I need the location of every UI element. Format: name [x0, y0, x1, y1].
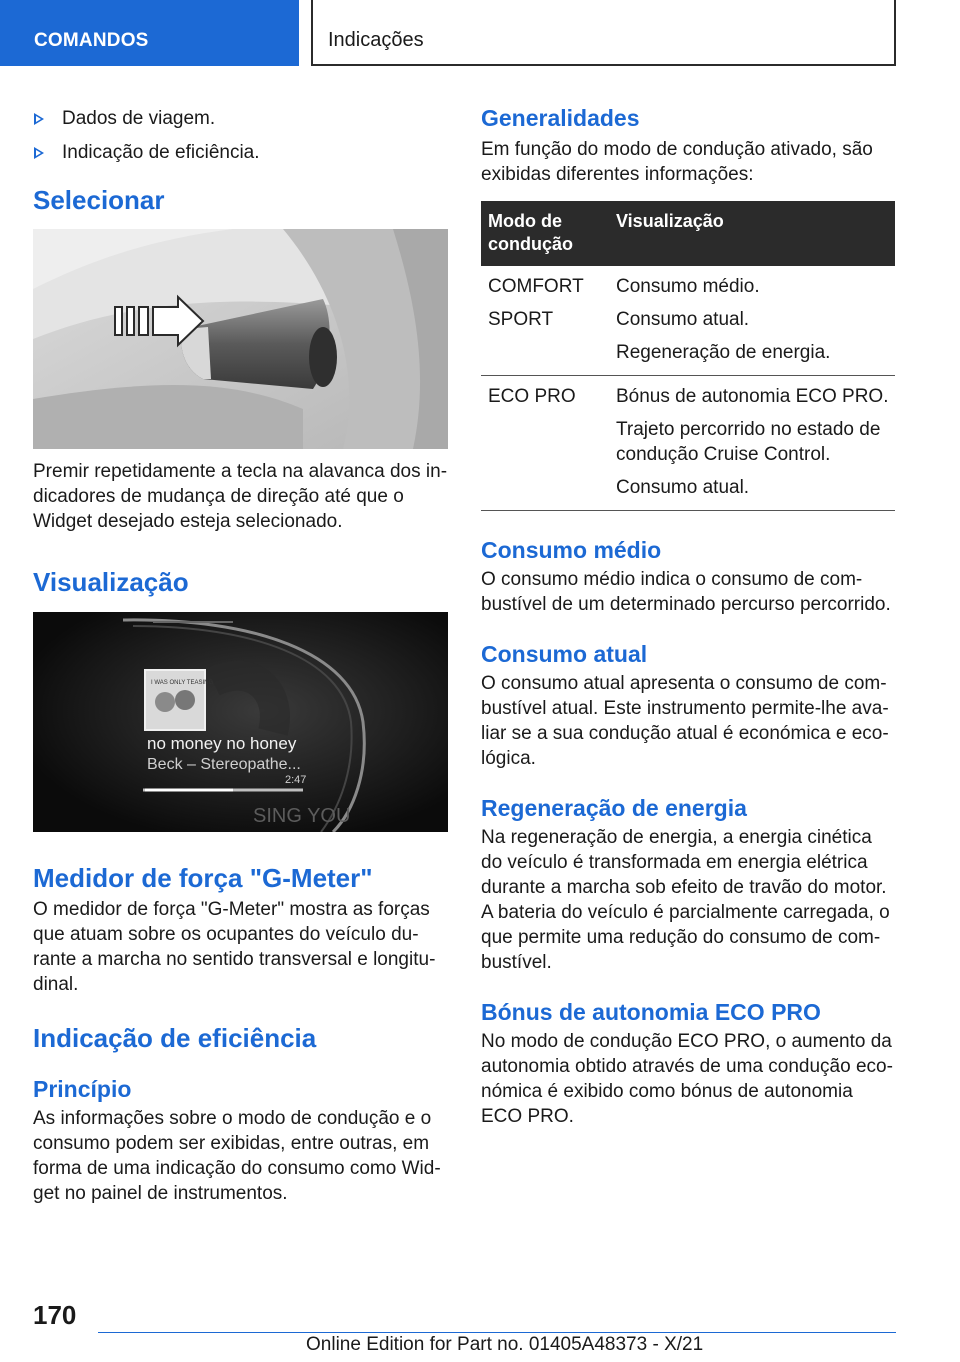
list-item: Indicação de eficiência. [33, 140, 448, 165]
heading-consumo-medio: Consumo médio [481, 537, 662, 563]
triangle-bullet-icon [34, 147, 44, 159]
heading-visualizacao: Visualização [33, 567, 189, 597]
column-header-mode: Modo de condução [481, 201, 609, 266]
paragraph-regeneracao: Na regeneração de energia, a energia cinética do veículo é transformada em energia elétrica durante a marcha sob efeito de travão do motor. A bateria do veículo é parcialmente carregada, o que permite uma redução do consumo de combustível. [481, 827, 890, 973]
table-row [481, 266, 895, 376]
bullet-list [33, 106, 448, 165]
section-title: Indicações [311, 0, 896, 66]
paragraph-generalidades: Em função do modo de condução ativado, são exibidas diferentes informações: [481, 139, 873, 185]
table-cell-modes: COMFORT SPORT [481, 266, 609, 376]
heading-eficiencia: Indicação de eficiência [33, 1023, 317, 1053]
paragraph-selecionar: Premir repetidamente a tecla na alavanca dos indicadores de mudança de direção até que o Widget desejado esteja selecionado. [33, 461, 448, 532]
album-cover-text: I WAS ONLY TEASING [151, 680, 214, 686]
paragraph-principio: As informações sobre o modo de condução e o consumo podem ser exibidas, entre outras, em forma de uma indicação do consumo como Widget no painel de instrumentos. [33, 1108, 441, 1204]
table-cell-displays: Bónus de autonomia ECO PRO. Trajeto percorrido no estado de condução Cruise Control. Consumo atual. [609, 376, 895, 511]
page-number: 170 [33, 1300, 77, 1330]
table-cell-displays: Consumo médio. Consumo atual. Regeneração de energia. [609, 266, 895, 376]
display-watermark-text: SING YOU [253, 805, 351, 827]
heading-bonus-eco-pro: Bónus de autonomia ECO PRO [481, 999, 821, 1025]
table-header-row [481, 201, 895, 266]
edition-footer-link[interactable]: Online Edition for Part no. 01405A48373 - X/21 [306, 1334, 704, 1355]
chapter-tab[interactable]: COMANDOS [0, 0, 299, 66]
driving-mode-table [481, 201, 895, 511]
heading-regeneracao: Regeneração de energia [481, 795, 747, 821]
instrument-cluster-image [33, 612, 448, 832]
triangle-bullet-icon [34, 113, 44, 125]
turn-signal-lever-image [33, 229, 448, 449]
paragraph-bonus-eco-pro: No modo de condução ECO PRO, o aumento da autonomia obtido através de uma condução económica é exibido como bónus de autonomia ECO PRO. [481, 1031, 893, 1127]
right-column [481, 104, 895, 1129]
heading-selecionar: Selecionar [33, 185, 165, 215]
track-time: 2:47 [285, 774, 307, 786]
heading-g-meter: Medidor de força "G-Meter" [33, 863, 373, 893]
track-artist: Beck – Stereopathe... [147, 756, 301, 773]
heading-principio: Princípio [33, 1076, 132, 1102]
heading-consumo-atual: Consumo atual [481, 641, 648, 667]
track-title: no money no honey [147, 734, 297, 753]
paragraph-consumo-medio: O consumo médio indica o consumo de combustível de um determinado percurso percorrido. [481, 569, 891, 615]
column-header-display: Visualização [609, 201, 895, 266]
paragraph-g-meter: O medidor de força "G-Meter" mostra as forças que atuam sobre os ocupantes do veículo durante a marcha no sentido transversal e longitudinal. [33, 899, 436, 995]
table-cell-modes: ECO PRO [481, 376, 609, 511]
left-column [33, 104, 448, 1206]
list-item: Dados de viagem. [33, 106, 448, 131]
heading-generalidades: Generalidades [481, 105, 640, 131]
table-row [481, 376, 895, 511]
paragraph-consumo-atual: O consumo atual apresenta o consumo de combustível atual. Este instrumento permite-lhe avaliar se a sua condução atual é económica e ecológica. [481, 673, 889, 769]
